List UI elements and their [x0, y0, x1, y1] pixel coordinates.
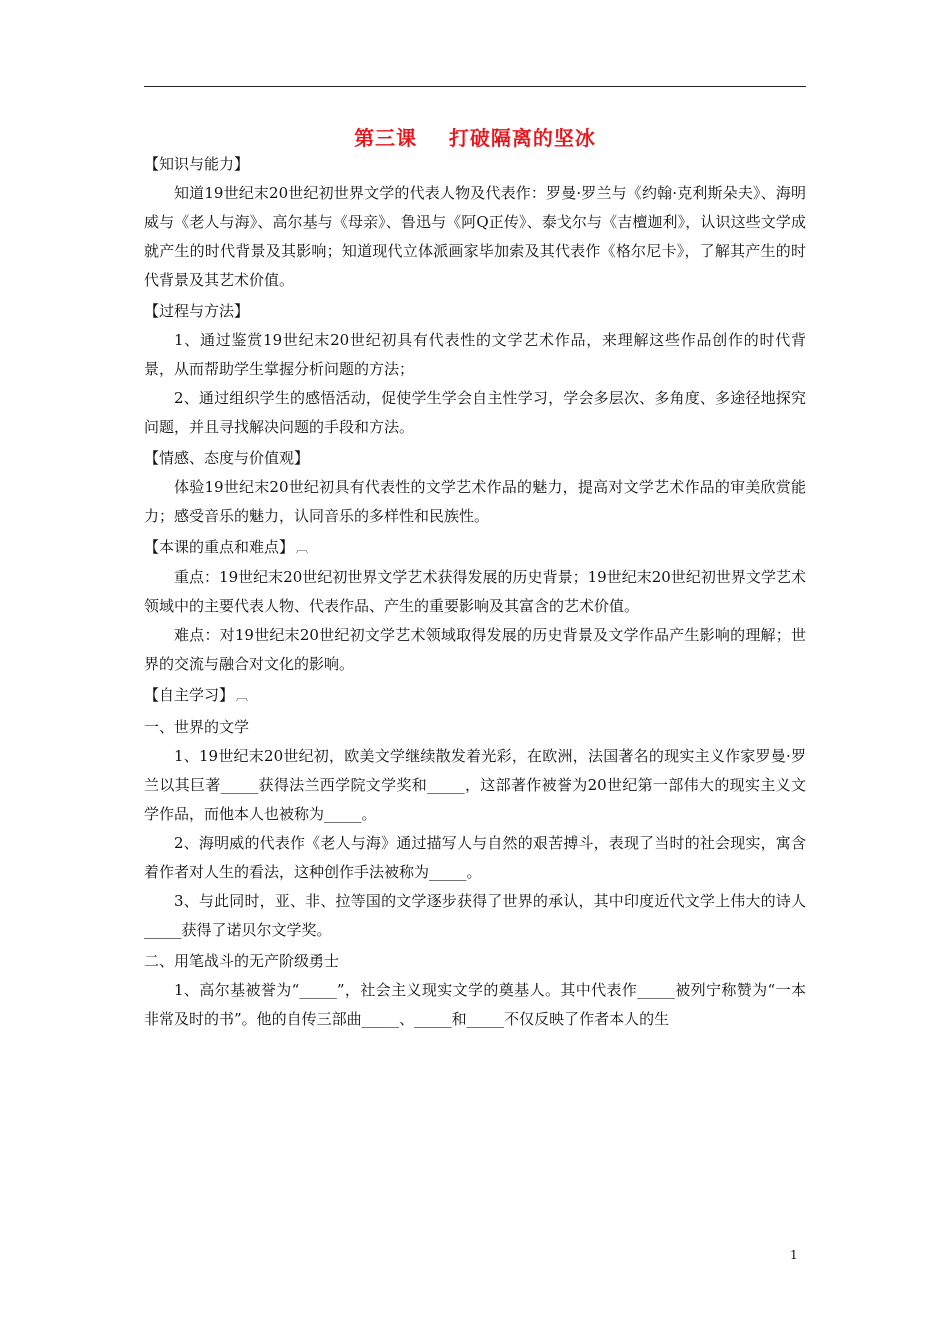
section-heading-self-study — [144, 681, 806, 711]
section-heading-knowledge: 【知识与能力】 — [144, 155, 250, 173]
paragraph: 难点：对19世纪末20世纪初文学艺术领域取得发展的历史背景及文学作品产生影响的理解；世界的交流与融合对文化的影响。 — [144, 626, 806, 673]
section-heading-emotion: 【情感、态度与价值观】 — [144, 449, 310, 467]
question-item: 3、与此同时，亚、非、拉等国的文学逐步获得了世界的承认，其中印度近代文学上伟大的诗人_____获得了诺贝尔文学奖。 — [144, 892, 806, 939]
header-rule — [144, 86, 806, 87]
subheading-world-literature: 一、世界的文学 — [144, 718, 250, 736]
paragraph: 1、通过鉴赏19世纪末20世纪初具有代表性的文学艺术作品，来理解这些作品创作的时代背景，从而帮助学生掌握分析问题的方法； — [144, 331, 806, 378]
question-item: 2、海明威的代表作《老人与海》通过描写人与自然的艰苦搏斗，表现了当时的社会现实，寓含着作者对人生的看法，这种创作手法被称为_____。 — [144, 834, 806, 881]
paragraph: 重点：19世纪末20世纪初世界文学艺术获得发展的历史背景；19世纪末20世纪初世界文学艺术领域中的主要代表人物、代表作品、产生的重要影响及其富含的艺术价值。 — [144, 568, 806, 615]
paragraph: 知道19世纪末20世纪初世界文学的代表人物及代表作：罗曼·罗兰与《约翰·克利斯朵夫》、海明威与《老人与海》、高尔基与《母亲》、鲁迅与《阿Q正传》、泰戈尔与《吉檀迦利》，认识这些文学成就产生的时代背景及其影响；知道现代立体派画家毕加索及其代表作《格尔尼卡》，了解其产生的时代背景及其艺术价值。 — [144, 184, 806, 289]
question-item: 1、19世纪末20世纪初，欧美文学继续散发着光彩，在欧洲，法国著名的现实主义作家罗曼·罗兰以其巨著_____获得法兰西学院文学奖和_____，这部著作被誉为20世纪第一部伟大的现实主义文学作品，而他本人也被称为_____。 — [144, 747, 806, 823]
paragraph: 2、通过组织学生的感悟活动，促使学生学会自主性学习，学会多层次、多角度、多途径地探究问题，并且寻找解决问题的手段和方法。 — [144, 389, 806, 436]
question-item: 1、高尔基被誉为“_____”，社会主义现实文学的奠基人。其中代表作_____被列宁称赞为“一本非常及时的书”。他的自传三部曲_____、_____和_____不仅反映了作者本人的生 — [144, 981, 806, 1028]
section-heading-keypoints — [144, 533, 806, 563]
subheading-proletarian-warrior: 二、用笔战斗的无产阶级勇士 — [144, 952, 340, 970]
page-title: 第三课 打破隔离的坚冰 — [354, 126, 596, 150]
heading-text: 【自主学习】 — [144, 686, 235, 704]
bracket-mark-icon: ︹ — [236, 689, 249, 703]
section-heading-process: 【过程与方法】 — [144, 302, 250, 320]
paragraph: 体验19世纪末20世纪初具有代表性的文学艺术作品的魅力，提高对文学艺术作品的审美欣赏能力；感受音乐的魅力，认同音乐的多样性和民族性。 — [144, 478, 806, 525]
page-number: 1 — [790, 1248, 798, 1262]
heading-text: 【本课的重点和难点】 — [144, 538, 295, 556]
bracket-mark-icon: ︹ — [296, 541, 309, 555]
document-body — [144, 148, 806, 1034]
